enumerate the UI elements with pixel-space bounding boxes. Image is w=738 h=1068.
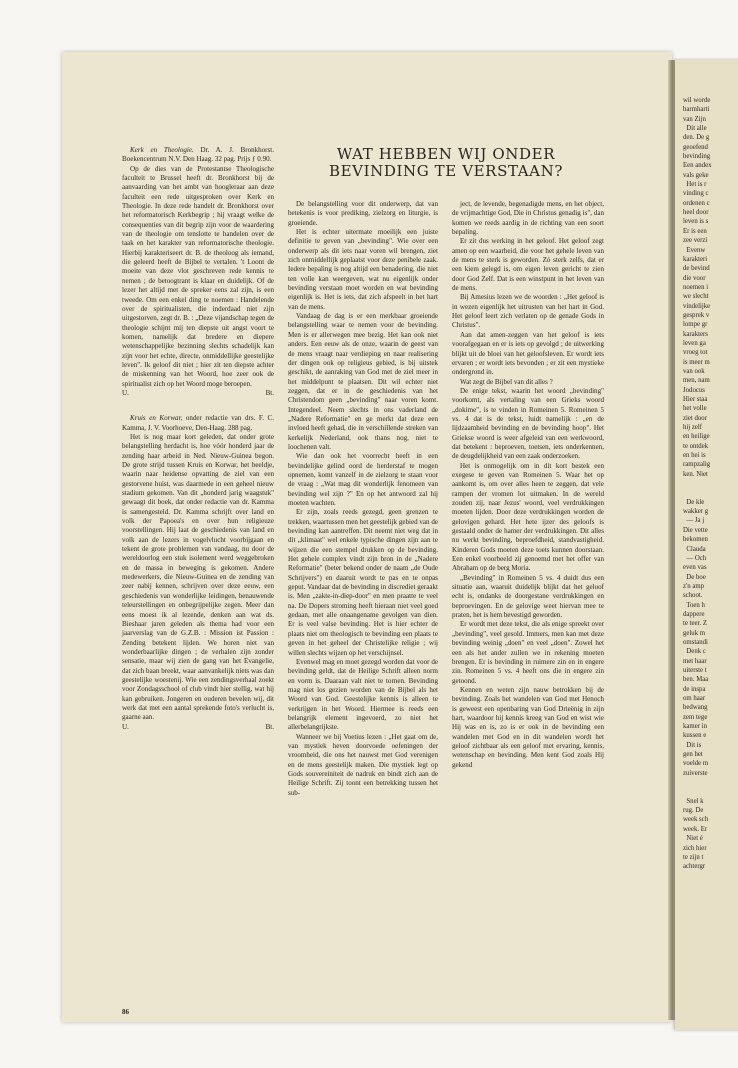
signature-right: Bt. — [265, 388, 274, 397]
review-signature — [122, 723, 274, 732]
review-title: Kerk en Theologie. — [130, 146, 194, 154]
paragraph: Evenwel mag en moet gezegd worden dat voor de bevinding geldt, dat de Heilige Schrift alleen norm en vorm is. Daaraan valt niet te tornen. Bevinding mag niet los gezien worden van de Bijbel als het Woord van God. Geestelijke kennis is alleen te verkrijgen in het Woord. Hiermee is reeds een belangrijk element ingevoerd, zo niet het allerbelangrijkste. — [288, 657, 438, 732]
review-body: Op de dies van de Protestantse Theologische faculteit te Brussel heeft dr. Bronkhorst bij de aanvaarding van het ambt van hoogleraar aan deze faculteit een rede uitgesproken over Kerk en Theologie. In deze rede handelt dr. Bronkhorst over het reformatorisch Kerkbegrip ; hij vraagt welke de consequenties van dit begrip zijn voor de waardering van de theologie om tenslotte te handelen over de taak en het karakter van reformatorische theologie. Hierbij karakteriseert dr. B. de theoloog als iemand, die geleerd heeft de Bijbel te vertalen. 't Loont de moeite van deze vlot geschreven rede kennis te nemen ; de betoogtrant is klaar en duidelijk. Of de lezer het altijd met de spreker eens zal zijn, is een tweede. Om een enkel ding te noemen : Handelende over de spiritualisten, die inderdaad niet zijn uitgestorven, zegt dr. B. : „Deze vijandschap tegen de theologie schijnt mij ten diepste uit angst voort te komen, namelijk dat bredere en diepere wetenschappelijke bezinning slechts schadelijk kan zijn voor het echte, directe, onmiddellijke geestelijke leven". Ik geloof dit niet ; hier zit ten diepste achter de miskenning van het Woord, hoe zeer ook de spiritualist zich op het Woord moge beroepen. — [122, 164, 274, 388]
paragraph: Aan dat amen-zeggen van het geloof is iets voorafgegaan en er is iets op gevolgd ; de uitwerking blijkt uit de bloei van het geloofsleven. Er wordt iets ervaren ; er wordt iets bevonden ; er zit een mystieke ondergrond in. — [452, 330, 604, 377]
review-body: Het is nog maar kort geleden, dat onder grote belangstelling herdacht is, hoe vóór honderd jaar de zending haar arbeid in Ned. Nieuw-Guinea begon. De grote strijd tussen Kruis en Korwar, het beeldje, waarin naar heidense opvatting de ziel van een gestorvene huist, was daarmede in een geheel nieuw stadium gekomen. Van dit „honderd jarig waagstuk" gewaagt dit boek, dat onder redactie van dr. Kamma is samengesteld. Dr. Kamma schrijft over land en volk der Papoea's en over hun religieuze voorstellingen. Hij laat de geschiedenis van land en volk aan de lezers in vogelvlucht voorbijgaan en tekent de grote problemen van vandaag, nu door de wereldoorlog een stuk isolement werd weggebroken en de massa in beweging is gekomen. Andere medewerkers, die Nieuw-Guinea en de zending van zeer nabij kennen, schrijven over deze eeuw, een geschiedenis van wonderlijke leidingen, benauwende teleurstellingen en onbegrijpelijke zegen. Meer dan eens moest ik al lezende, denken aan wat ds. Bieshaar jaren geleden als thema had voor een jaarverslag van de G.Z.B. : Mission ist Passion : Zending betekent lijden. We horen niet van wonderbaarlijke dingen ; de verhalen zijn zonder sensatie, maar wij zien de gang van het Evangelie, dat zich baan breekt, waar aanvankelijk niets was dan geestelijke woestenij. Wie een zendingsverhaal zoekt voor Zondagsschool of club vindt hier stellig, wat hij kan gebruiken. Jongeren en ouderen bevelen wij, dit werk dat met een aantal sprekende foto's verlucht is, gaarne aan. — [122, 432, 274, 722]
signature-right: Bt. — [265, 722, 274, 731]
column-reviews — [122, 146, 274, 739]
paragraph: De belangstelling voor dit onderwerp, dat van betekenis is voor prediking, zielzorg en liturgie, is groeiende. — [288, 200, 438, 227]
review-kerk-en-theologie-header — [122, 146, 274, 165]
paragraph: Het is onmogelijk om in dit kort bestek een exegese te geven van Romeinen 5. Waar het op aankomt is, om over alles heen te zeggen, dat vele rampen der vromen lot uitmaken. In de wereld zouden zij, naar Jezus' woord, veel verdrukkingen moeten lijden. Door deze verdrukkingen worden de gelovigen gehard. Het hete ijzer des geloofs is gestaald onder de hamer der verdrukkingen. Dit alles nu werkt bevinding, beproefdheid, standvastigheid. Kinderen Gods moeten deze toets kunnen doorstaan. Een enkel voorbeeld zij genoemd met het offer van Abraham op de berg Moria. — [452, 461, 604, 573]
paragraph: Er zijn, zoals reeds gezegd, geen grenzen te trekken, waartussen men het geestelijk gebied van de bevinding kan aantreffen. Dit neemt niet weg dat in dit „klimaat" wel enkele typische dingen zijn aan te wijzen die een stempel drukken op de bevinding. Het gehele complex vindt zijn bron in de „Nadere Reformatie" (beter bekend onder de naam „de Oude Schrijvers") en daaruit wordt te pas en te onpas geput. Vandaar dat de bevinding in discrediet geraakt is. Men „zakte-in-diep-door" en men praatte te veel na. De Dopers stroming heeft hieraan niet veel goed gedaan, met alle onaangename gevolgen van dien. Er is veel valse bevinding. Het is hier echter de plaats niet om theologisch te bevinding een plaats te geven in het geheel der Christelijke religie ; wij willen slechts wijzen op het verschijnsel. — [288, 508, 438, 657]
paragraph: Wie dan ook het voorrecht heeft in een bevindelijke gelind oord de herderstaf te mogen opnemen, komt vanzelf in de zielzorg te staan voor de vraag : „Wat mag dit wonderlijk fenomeen van bevinding wel zijn ?" En op het antwoord zal hij moeten wachten. — [288, 452, 438, 507]
paragraph: Wat zegt de Bijbel van dit alles ? — [460, 377, 553, 386]
page-number: 86 — [122, 1008, 129, 1016]
page-title: WAT HEBBEN WIJ ONDER BEVINDING TE VERSTAAN? — [329, 145, 563, 180]
paragraph: Er wordt met deze tekst, die als enige spreekt over „bevinding", veel gesold. Immers, men kan met deze bevinding weinig „doen" en veel „doen". Zowel het een als het ander zullen we in rekening moeten brengen. Er is bevinding in ruimere zin en in engere zin. Romeinen 5 vs. 4 heeft ons die in engere zin getoond. — [452, 620, 604, 685]
review-signature — [122, 389, 274, 398]
review-meta: onder redactie van drs. F. C. Kamma, J. V. Voorhoeve, Den-Haag. 288 pag. — [122, 414, 274, 432]
article-column-2 — [452, 200, 604, 770]
article-column-1 — [288, 200, 438, 798]
review-title: Kruis en Korwar, — [130, 414, 183, 423]
paragraph: Wanneer we bij Voetius lezen : „Het gaat om de, van mystiek heven doorvoede oefeningen der vroomheid, die ons het nauwst met God verenigen en de mens geestelijk maken. Die mystiek legt op Gods souvereiniteit de nadruk en bindt zich aan de Heilige Schrift. Zij toont een betrekking tussen het sub- — [288, 732, 438, 797]
paragraph: Het is echter uitermate moeilijk een juiste definitie te geven van „bevinding". Wie over een onderwerp als dit iets naar voren wil brengen, ziet zich onmiddellijk geplaatst voor deze penibele zaak. Iedere bepaling is nog altijd een benadering, die niet ten volle kan weergeven, wat nu eigenlijk onder bevinding verstaan moet worden en wat bevinding eigenlijk is. Het is iets, dat zich afspeelt in het hart van de mens. — [288, 228, 438, 311]
signature-left: U. — [122, 722, 129, 731]
page-left — [62, 52, 672, 1022]
paragraph: Vandaag de dag is er een merkbaar groeiende belangstelling waar te nemen voor de bevinding. Men is er allerwegen mee bezig. Het kan ook niet anders. Een eeuw als de onze, waarin de geest van de mens vraagt naar verdieping en naar realisering der dingen ook op religieus gebied, is bij uitstek geschikt, de aanraking van God met de ziel meer in het middelpunt te plaatsen. Dit wil echter niet zeggen, dat er in de geschiedenis van het Christendom geen „bevinding" naar voren komt. Integendeel. Neem slechts in ons vaderland de „Nadere Reformatie" en ge merkt dat deze een invloed heeft gehad, die in verschillende streken van kerkelijk Nederland, ook thans nog, niet te loochenen valt. — [288, 312, 438, 451]
paragraph: ject, de levende, begenadigde mens, en het object, de vrijmachtige God, Die in Christus genadig is", dan komen we reeds aardig in de richting van een soort bepaling. — [452, 200, 604, 237]
signature-left: U. — [122, 388, 129, 397]
paragraph: De enige tekst, waarin het woord „bevinding" voorkomt, als vertaling van een Grieks woord „dokime", is te vinden in Romeinen 5. Romeinen 5 vs. 4 dat is de tekst, luidt namelijk : „en de lijdzaamheid bevinding en de bevinding hoop". Het Griekse woord is weer afgeleid van een werkwoord, dat betekent : beproeven, toetsen, iets onderkennen, de deugdelijkheid van een zaak onderzoeken. — [452, 386, 604, 461]
right-page-fragment: wil worde barmharti van Zijn Dit alle den. De g geoefend bevinding Een andex vals geke Het is r vinding c ordenen c heel door leven is s Er is een zee verzi Evenw karakteri de bevind die voor noemen i we slecht vindelijke gesprek v lompe gr karakters leven ga vroeg tot is meer m van ook men, nam Jodocus Hier staa het volle ziet door hij zelf en heilige te ontdek en hei is rampzalig ken. Niet De kle wakker g — Ja j Die vette bekomen Clauda — Och even vas De boe z'n amp schoot. Toen h dappere te teer. Z geluk m omstandi Denk c met haar uiterste t ben. Maa de inspa om haar bedwang zem tege kamer in kussen e Dit is gen het voelde m zuiverste Snel k rug. De week sch week. Er Niet é zich hier te zijn t achtergr — [683, 97, 712, 871]
review-meta: Dr. A. J. Bronkhorst. Boekencentrum N.V. Den Haag. 32 pag. Prijs ƒ 0.90. — [122, 146, 274, 164]
paragraph: Kennen en weten zijn nauw betrokken bij de bevinding. Zoals het wandelen van God met Henoch is geweest een openbaring van God Drieënig in zijn hart, waardoor hij kennis kreeg van God en wist wie Hij was en is, zo is er ook in de bevinding een wandelen met God en in dit wandelen wordt het geloof zichtbaar als een geloof met ervaring, kennis, wetenschap en bevinding. Men kent God zoals Hij gekend — [452, 685, 604, 769]
paragraph: „Bevinding" in Romeinen 5 vs. 4 duidt dus een situatie aan, waaruit duidelijk blijkt dat het geloof echt is, ondanks de doorgestane verdrukkingen en beproevingen. En de gelovige weet hiervan mee te praten, het is hem bevestigd geworden. — [452, 573, 604, 620]
paragraph: Bij Amesius lezen we de woorden : „Het geloof is in wezen eigenlijk het uitrusten van het hart in God. Het geloof leert zich verlaten op de genade Gods in Christus". — [452, 293, 604, 330]
paragraph: Er zit dus werking in het geloof. Het geloof zegt amen op een waarheid, die voor het gehele leven van de mens te sterk is geworden. Zó sterk zelfs, dat er een kiem gelegd is, om eigen leven gericht te zien door God Zelf. Dat is een winstpunt in het leven van de mens. — [452, 237, 604, 293]
review-kruis-en-korwar-header — [122, 414, 274, 433]
